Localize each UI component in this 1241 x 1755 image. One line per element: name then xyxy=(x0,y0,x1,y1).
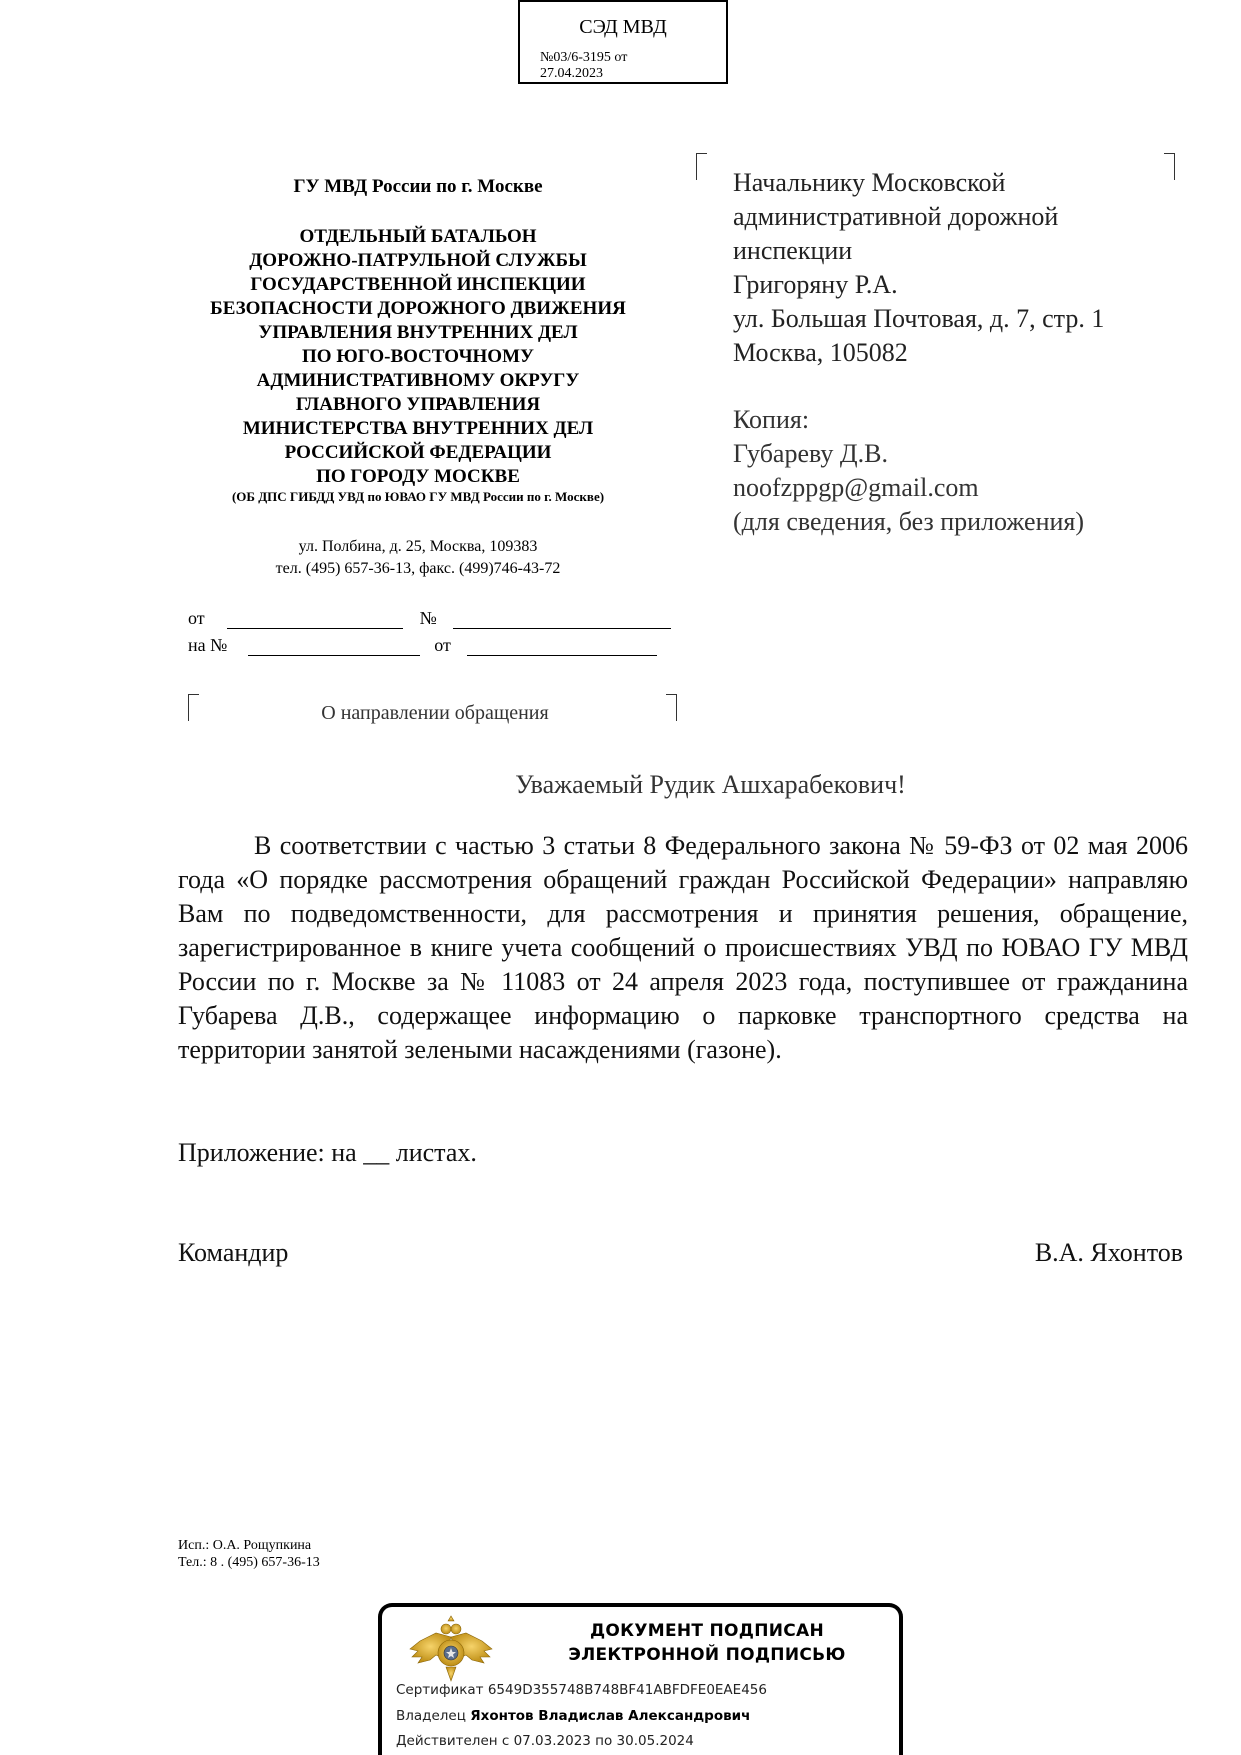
recipient-line: Начальнику Московской xyxy=(733,168,1006,197)
esig-owner-label: Владелец xyxy=(396,1708,466,1724)
recipient-line: Москва, 105082 xyxy=(733,338,908,367)
sender-head: ГУ МВД России по г. Москве xyxy=(293,176,543,197)
sender-unit-line: БЕЗОПАСНОСТИ ДОРОЖНОГО ДВИЖЕНИЯ xyxy=(210,298,626,319)
sed-stamp-reg-number: №03/6-3195 от xyxy=(540,50,628,65)
sender-unit-line: РОССИЙСКОЙ ФЕДЕРАЦИИ xyxy=(284,442,552,463)
sender-short-name: (ОБ ДПС ГИБДД УВД по ЮВАО ГУ МВД России по г. Москве) xyxy=(231,489,605,504)
recipient-corner-left xyxy=(696,153,707,180)
greeting xyxy=(0,770,1241,800)
greeting-text: Уважаемый Рудик Ашхарабекович! xyxy=(515,770,906,799)
sender-unit-line: ГЛАВНОГО УПРАВЛЕНИЯ xyxy=(295,394,541,415)
executor-phone: Тел.: 8 . (495) 657-36-13 xyxy=(178,1555,320,1570)
recipient-line: инспекции xyxy=(733,236,853,265)
reg-to-number-field xyxy=(248,637,420,656)
reg-num-label: № xyxy=(419,608,437,628)
sender-unit-line: ГОСУДАРСТВЕННОЙ ИНСПЕКЦИИ xyxy=(250,274,586,295)
electronic-signature-stamp xyxy=(378,1603,903,1755)
sender-contacts xyxy=(178,536,658,580)
registration-line-1 xyxy=(188,608,671,629)
esig-title-line2: ЭЛЕКТРОННОЙ ПОДПИСЬЮ xyxy=(568,1645,846,1665)
sender-unit-name xyxy=(178,225,658,489)
sender-unit-line: АДМИНИСТРАТИВНОМУ ОКРУГУ xyxy=(256,370,580,391)
sender-unit-line: МИНИСТЕРСТВА ВНУТРЕННИХ ДЕЛ xyxy=(242,418,594,439)
esig-cert-label: Сертификат xyxy=(396,1682,484,1698)
esig-title-line1: ДОКУМЕНТ ПОДПИСАН xyxy=(589,1621,825,1641)
reg-date-field xyxy=(227,610,403,629)
sender-unit-line: ПО ЮГО-ВОСТОЧНОМУ xyxy=(302,346,534,367)
esig-cert-value: 6549D355748B748BF41ABFDFE0EAE456 xyxy=(487,1682,767,1698)
copy-line: Губареву Д.В. xyxy=(733,439,888,468)
executor-name: Исп.: О.А. Рощупкина xyxy=(178,1538,312,1553)
copy-line: (для сведения, без приложения) xyxy=(733,507,1085,536)
recipient-line: административной дорожной xyxy=(733,202,1059,231)
copy-line: Копия: xyxy=(733,405,810,434)
sed-stamp-number xyxy=(540,50,700,82)
recipient-line: ул. Большая Почтовая, д. 7, стр. 1 xyxy=(733,304,1105,333)
copy-block xyxy=(733,403,1173,539)
mvd-eagle-emblem-icon xyxy=(406,1615,496,1685)
copy-line: noofzppgp@gmail.com xyxy=(733,473,979,502)
esig-owner xyxy=(396,1708,750,1724)
subject-line: О направлении обращения xyxy=(321,702,549,724)
executor-block xyxy=(178,1537,320,1571)
sed-stamp xyxy=(518,0,728,84)
reg-from-label-2: от xyxy=(434,635,451,655)
signer-role: Командир xyxy=(178,1238,289,1267)
sender-address: ул. Полбина, д. 25, Москва, 109383 xyxy=(298,538,538,555)
signer-name: В.А. Яхонтов xyxy=(1034,1238,1183,1267)
appendix-line: Приложение: на __ листах. xyxy=(178,1138,477,1167)
sender-phones: тел. (495) 657-36-13, факс. (499)746-43-72 xyxy=(275,560,561,577)
sender-unit-line: ДОРОЖНО-ПАТРУЛЬНОЙ СЛУЖБЫ xyxy=(249,250,587,271)
registration-line-2 xyxy=(188,635,657,656)
reg-to-date-field xyxy=(467,637,657,656)
recipient-line: Григоряну Р.А. xyxy=(733,270,898,299)
esig-owner-value: Яхонтов Владислав Александрович xyxy=(470,1708,751,1724)
reg-number-field xyxy=(453,610,671,629)
sender-unit-line: ПО ГОРОДУ МОСКВЕ xyxy=(316,466,520,487)
letter-body: В соответствии с частью 3 статьи 8 Федерального закона № 59-ФЗ от 02 мая 2006 года «О порядке рассмотрения обращений граждан Российской Федерации» направляю Вам по подведомственности, для рассмотрения и принятия решения, обращение, зарегистрированное в книге учета сообщений о происшествиях УВД по ЮВАО ГУ МВД России по г. Москве за № 11083 от 24 апреля 2023 года, поступившее от гражданина Губарева Д.В., содержащее информацию о парковке транспортного средства на территории занятой зелеными насаждениями (газоне). xyxy=(178,831,1188,1064)
reg-from-label: от xyxy=(188,608,205,628)
reg-to-num-label: на № xyxy=(188,635,228,655)
recipient-block xyxy=(733,166,1173,370)
esig-validity: Действителен с 07.03.2023 по 30.05.2024 xyxy=(396,1733,694,1749)
sender-unit-line: ОТДЕЛЬНЫЙ БАТАЛЬОН xyxy=(299,226,537,247)
sed-stamp-title: СЭД МВД xyxy=(579,16,667,38)
esig-certificate xyxy=(396,1682,767,1698)
sed-stamp-date: 27.04.2023 xyxy=(540,66,603,81)
sender-unit-line: УПРАВЛЕНИЯ ВНУТРЕННИХ ДЕЛ xyxy=(258,322,578,343)
